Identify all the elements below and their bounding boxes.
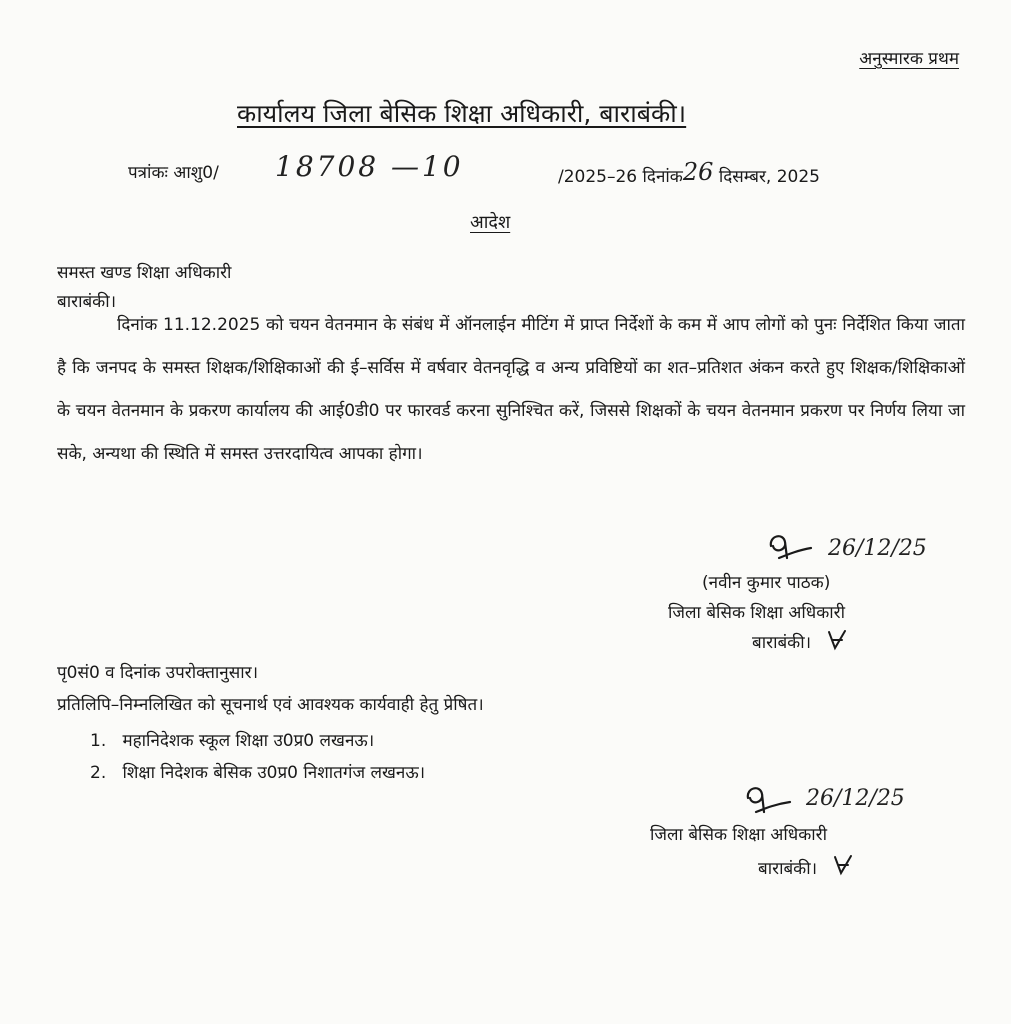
ref-month-year: दिसम्बर, 2025 (718, 167, 820, 187)
initial-mark-1 (826, 628, 848, 652)
list-item-text: शिक्षा निदेशक बेसिक उ0प्र0 निशातगंज लखनऊ। (122, 763, 426, 783)
list-item (90, 728, 374, 751)
signatory-2-designation: जिला बेसिक शिक्षा अधिकारी (650, 825, 828, 845)
initial-mark-2 (832, 853, 854, 877)
signatory-2-place: बाराबंकी। (758, 859, 818, 879)
handwritten-ref-number: 18708 —10 (275, 150, 464, 183)
office-title: कार्यालय जिला बेसिक शिक्षा अधिकारी, बाराबंकी। (237, 99, 687, 128)
list-item-number: 2. (90, 763, 107, 783)
list-item-text: महानिदेशक स्कूल शिक्षा उ0प्र0 लखनऊ। (122, 731, 375, 751)
signatory-name: (नवीन कुमार पाठक) (702, 573, 831, 593)
ref-year-date-label: /2025–26 दिनांक (558, 167, 683, 187)
list-item-number: 1. (90, 731, 107, 751)
signature-2 (742, 780, 802, 822)
signatory-place: बाराबंकी। (752, 633, 812, 653)
ref-date (558, 160, 820, 188)
ref-prefix: पत्रांकः आशु0/ (128, 163, 219, 183)
signature-2-date: 26/12/25 (806, 786, 905, 811)
signature-1-date: 26/12/25 (828, 536, 927, 561)
reminder-label: अनुस्मारक प्रथम (859, 49, 959, 69)
addressee-line-1: समस्त खण्ड शिक्षा अधिकारी (57, 263, 232, 283)
handwritten-day: 26 (682, 158, 714, 186)
signature-1 (765, 528, 825, 568)
order-body-paragraph: दिनांक 11.12.2025 को चयन वेतनमान के संबंध में ऑनलाईन मीटिंग में प्राप्त निर्देशों के कम में आप लोगों को पुनः निर्देशित किया जाता है कि जनपद के समस्त शिक्षक/शिक्षिकाओं की ई–सर्विस में वर्षवार वेतनवृद्धि व अन्य प्रविष्टियों का शत–प्रतिशत अंकन करते हुए शिक्षक/शिक्षिकाओं के चयन वेतनमान के प्रकरण कार्यालय की आई0डी0 पर फारवर्ड करना सुनिश्चित करें, जिससे शिक्षकों के चयन वेतनमान प्रकरण पर निर्णय लिया जा सके, अन्यथा की स्थिति में समस्त उत्तरदायित्व आपका होगा। (57, 315, 965, 464)
order-heading: आदेश (470, 212, 511, 233)
signatory-designation: जिला बेसिक शिक्षा अधिकारी (668, 603, 846, 623)
copy-intro: प्रतिलिपि–निम्नलिखित को सूचनार्थ एवं आवश्यक कार्यवाही हेतु प्रेषित। (57, 695, 484, 715)
list-item (90, 760, 425, 783)
addressee-line-2: बाराबंकी। (57, 292, 117, 312)
letter-ref (128, 160, 219, 183)
copy-ref-line: पृ0सं0 व दिनांक उपरोक्तानुसार। (57, 663, 259, 683)
